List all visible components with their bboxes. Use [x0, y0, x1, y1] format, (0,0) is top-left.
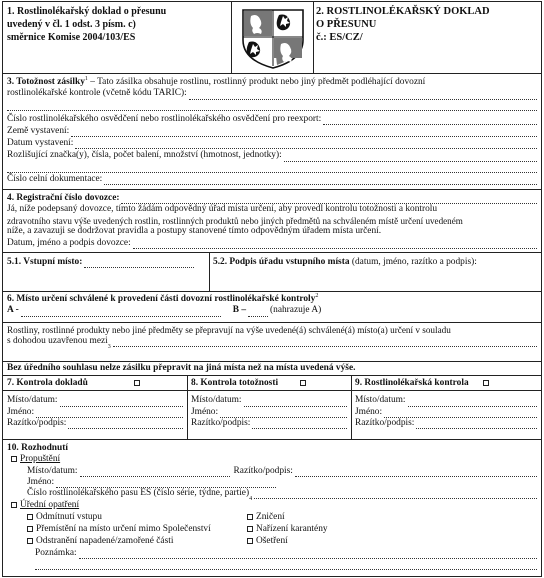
box4-text-line1: Já, níže podepsaný dovozce, tímto žádám odpovědný úřad místa určení, aby provedl kontrolu totožnosti a kontrolu	[7, 204, 438, 215]
box8-stamp-field[interactable]	[252, 421, 347, 429]
box9-checkbox[interactable]	[483, 380, 489, 386]
box1-number: 1.	[7, 6, 15, 17]
release-name-field[interactable]	[56, 480, 276, 488]
box10-heading: 10. Rozhodnutí	[7, 443, 68, 453]
box7-stamp-field[interactable]	[68, 421, 183, 429]
box1	[7, 5, 229, 44]
box7	[7, 378, 183, 429]
quarantine-checkbox[interactable]	[247, 526, 253, 532]
entry-point-field[interactable]	[84, 260, 194, 268]
importer-sign-label: Datum, jméno a podpis dovozce:	[7, 237, 131, 248]
box52-note: (datum, jméno, razítko a podpis):	[351, 257, 477, 267]
box1-title-line2: uvedený v čl. 1 odst. 3 písm. c)	[7, 19, 136, 30]
form-page	[2, 1, 542, 577]
destroy-checkbox[interactable]	[247, 514, 253, 520]
warning-row	[3, 362, 541, 376]
importer-sign-field[interactable]	[133, 241, 537, 249]
box8-name-field[interactable]	[220, 410, 347, 418]
release-place-field[interactable]	[80, 469, 230, 477]
box6: 6. Místo určení schválené k provedení části dovozní rostlinolékařské kontroly$^2$ A - B – (nahrazuje A) Rostliny, rostlinné produkty nebo jiné předměty se přepravují na výše uvedené(á) schválené(á) místo(a) určení v souladu s dohodou uzavřenou mezi 3	[3, 292, 541, 362]
opt-move: Přemístění na místo určení mimo Společenství	[36, 523, 211, 534]
divider	[231, 2, 232, 73]
box9-heading: 9. Rostlinolékařská kontrola	[355, 378, 469, 388]
opt-destroy: Zničení	[256, 511, 285, 522]
note-field-2[interactable]	[35, 562, 537, 570]
passport-label: Číslo rostlinolékařského pasu ES (číslo série, týdne, partie)	[27, 488, 250, 499]
issue-date-label: Datum vystavení:	[7, 138, 74, 149]
release-stamp-label: Razítko/podpis:	[233, 465, 293, 476]
release-checkbox[interactable]	[11, 456, 17, 462]
marks-field-2[interactable]	[7, 165, 537, 173]
box8	[191, 378, 347, 429]
header-row	[3, 2, 541, 74]
box8-place-label: Místo/datum:	[191, 395, 242, 406]
customs-label: Číslo celní dokumentace:	[7, 173, 103, 184]
opt-quarantine: Nařízení karantény	[256, 523, 328, 534]
box9-stamp-label: Razítko/podpis:	[355, 417, 415, 428]
box7-name-label: Jméno:	[7, 406, 35, 417]
box4-text-line3: níže, a zavazuji se dodržovat pravidla a postupy stanovené tímto odpovědným úřadem místa určení.	[7, 226, 382, 237]
footnote-1: 1	[84, 75, 88, 82]
agreement-field[interactable]	[113, 339, 537, 347]
box2-number: 2.	[316, 6, 324, 17]
label-a: A -	[7, 305, 19, 316]
divider	[313, 2, 314, 73]
checks-row	[3, 376, 541, 440]
box9-name-field[interactable]	[384, 410, 537, 418]
box1-title-line3: směrnice Komise 2004/103/ES	[7, 32, 136, 43]
country-label: Země vystavení:	[7, 125, 70, 136]
issue-date-field[interactable]	[75, 141, 537, 149]
opt-treat: Ošetření	[256, 535, 288, 546]
release-name-label: Jméno:	[27, 476, 55, 487]
certificate-label: Číslo rostlinolékařského osvědčení nebo rostlinolékařského osvědčení pro reexport:	[7, 113, 322, 124]
official-label: Úřední opatření	[20, 500, 80, 511]
box9-name-label: Jméno:	[355, 406, 383, 417]
box3-text-line2: rostlinolékařské kontrole (včetně kódu TARIC):	[7, 88, 187, 99]
box9-place-field[interactable]	[408, 399, 537, 407]
footnote-2: 2	[315, 292, 319, 299]
box7-name-field[interactable]	[36, 410, 183, 418]
box6-text-line2: s dohodou uzavřenou mezi	[7, 335, 108, 346]
box51-heading: 5.1. Vstupní místo:	[7, 257, 83, 267]
box3-heading: 3. Totožnost zásilky	[7, 77, 85, 87]
destination-a-field[interactable]	[21, 309, 221, 317]
box7-place-label: Místo/datum:	[7, 395, 58, 406]
box3-text-line1: – Tato zásilka obsahuje rostlinu, rostlinný produkt nebo jiný předmět podléhající dovozní	[90, 77, 426, 87]
opt-remove: Odstranění napadené/zamořené části	[36, 535, 174, 546]
marks-label: Rozlišující značka(y), čísla, počet balení, množství (hmotnost, jednotky):	[7, 150, 282, 161]
box9-stamp-field[interactable]	[416, 421, 537, 429]
destination-b-field[interactable]	[248, 309, 268, 317]
box10: 10. Rozhodnutí Propuštění Místo/datum: Razítko/podpis: Jméno: Číslo rostlinolékařského pasu ES (číslo série, týdne, partie) 4 Úřední opatření Odmítnutí vstupu Přemístění na místo určení mimo Společenství Odstranění napadené/zamořené části Zničení Nařízení karantény Ošetření Poznámka:	[3, 440, 541, 578]
coat-of-arms-icon	[235, 6, 311, 70]
box9-place-label: Místo/datum:	[355, 395, 406, 406]
box8-place-field[interactable]	[244, 399, 347, 407]
refuse-checkbox[interactable]	[27, 514, 33, 520]
box7-place-field[interactable]	[60, 399, 183, 407]
divider	[209, 253, 210, 291]
official-checkbox[interactable]	[11, 502, 17, 508]
label-b: B –	[232, 305, 247, 316]
box2	[316, 5, 540, 44]
box1-title-line1: Rostlinolékařský doklad o přesunu	[17, 6, 167, 17]
country-field[interactable]	[71, 129, 537, 137]
release-place-label: Místo/datum:	[27, 465, 78, 476]
warning-text: Bez úředního souhlasu nelze zásilku přepravit na jiná místa než na místa uvedená výše.	[7, 363, 356, 373]
taric-field[interactable]	[189, 92, 537, 100]
label-b-note: (nahrazuje A)	[270, 305, 322, 316]
box7-stamp-label: Razítko/podpis:	[7, 417, 67, 428]
passport-field[interactable]	[254, 491, 537, 499]
box4-text-line2: zdravotního stavu výše uvedených rostlin, rostlinných produktů nebo jiných předmětů na schváleném místě určení uvedeném	[7, 215, 463, 226]
move-checkbox[interactable]	[27, 526, 33, 532]
opt-refuse: Odmítnutí vstupu	[36, 511, 102, 522]
box7-heading: 7. Kontrola dokladů	[7, 378, 88, 388]
box52-heading: 5.2. Podpis úřadu vstupního místa	[213, 257, 350, 267]
release-stamp-field[interactable]	[295, 469, 537, 477]
box2-title-line1: ROSTLINOLÉKAŘSKÝ DOKLAD	[326, 6, 490, 17]
box9	[355, 378, 537, 429]
note-field[interactable]	[79, 551, 537, 559]
box6-heading: 6. Místo určení schválené k provedení části dovozní rostlinolékařské kontroly	[7, 294, 316, 304]
box8-name-label: Jméno:	[191, 406, 219, 417]
box5	[3, 253, 541, 292]
note-label: Poznámka:	[35, 547, 77, 558]
box8-checkbox[interactable]	[300, 380, 306, 386]
box8-heading: 8. Kontrola totožnosti	[191, 378, 279, 388]
box6-text-line1: Rostliny, rostlinné produkty nebo jiné předměty se přepravují na výše uvedené(á) schválené(á) místo(a) určení v souladu	[7, 324, 451, 335]
certificate-field[interactable]	[323, 117, 537, 125]
marks-field[interactable]	[284, 154, 537, 162]
box4-heading: 4. Registrační číslo dovozce:	[7, 193, 120, 203]
box7-checkbox[interactable]	[134, 380, 140, 386]
box2-title-line3: č.: ES/CZ/	[316, 32, 363, 43]
goods-field[interactable]	[7, 103, 537, 111]
box4	[3, 190, 541, 253]
box8-stamp-label: Razítko/podpis:	[191, 417, 251, 428]
box2-title-line2: O PŘESUNU	[316, 19, 377, 30]
box3	[3, 74, 541, 190]
remove-checkbox[interactable]	[27, 538, 33, 544]
release-label: Propuštění	[20, 454, 61, 465]
customs-field[interactable]	[104, 177, 537, 185]
treat-checkbox[interactable]	[247, 538, 253, 544]
importer-reg-field[interactable]	[121, 196, 537, 204]
